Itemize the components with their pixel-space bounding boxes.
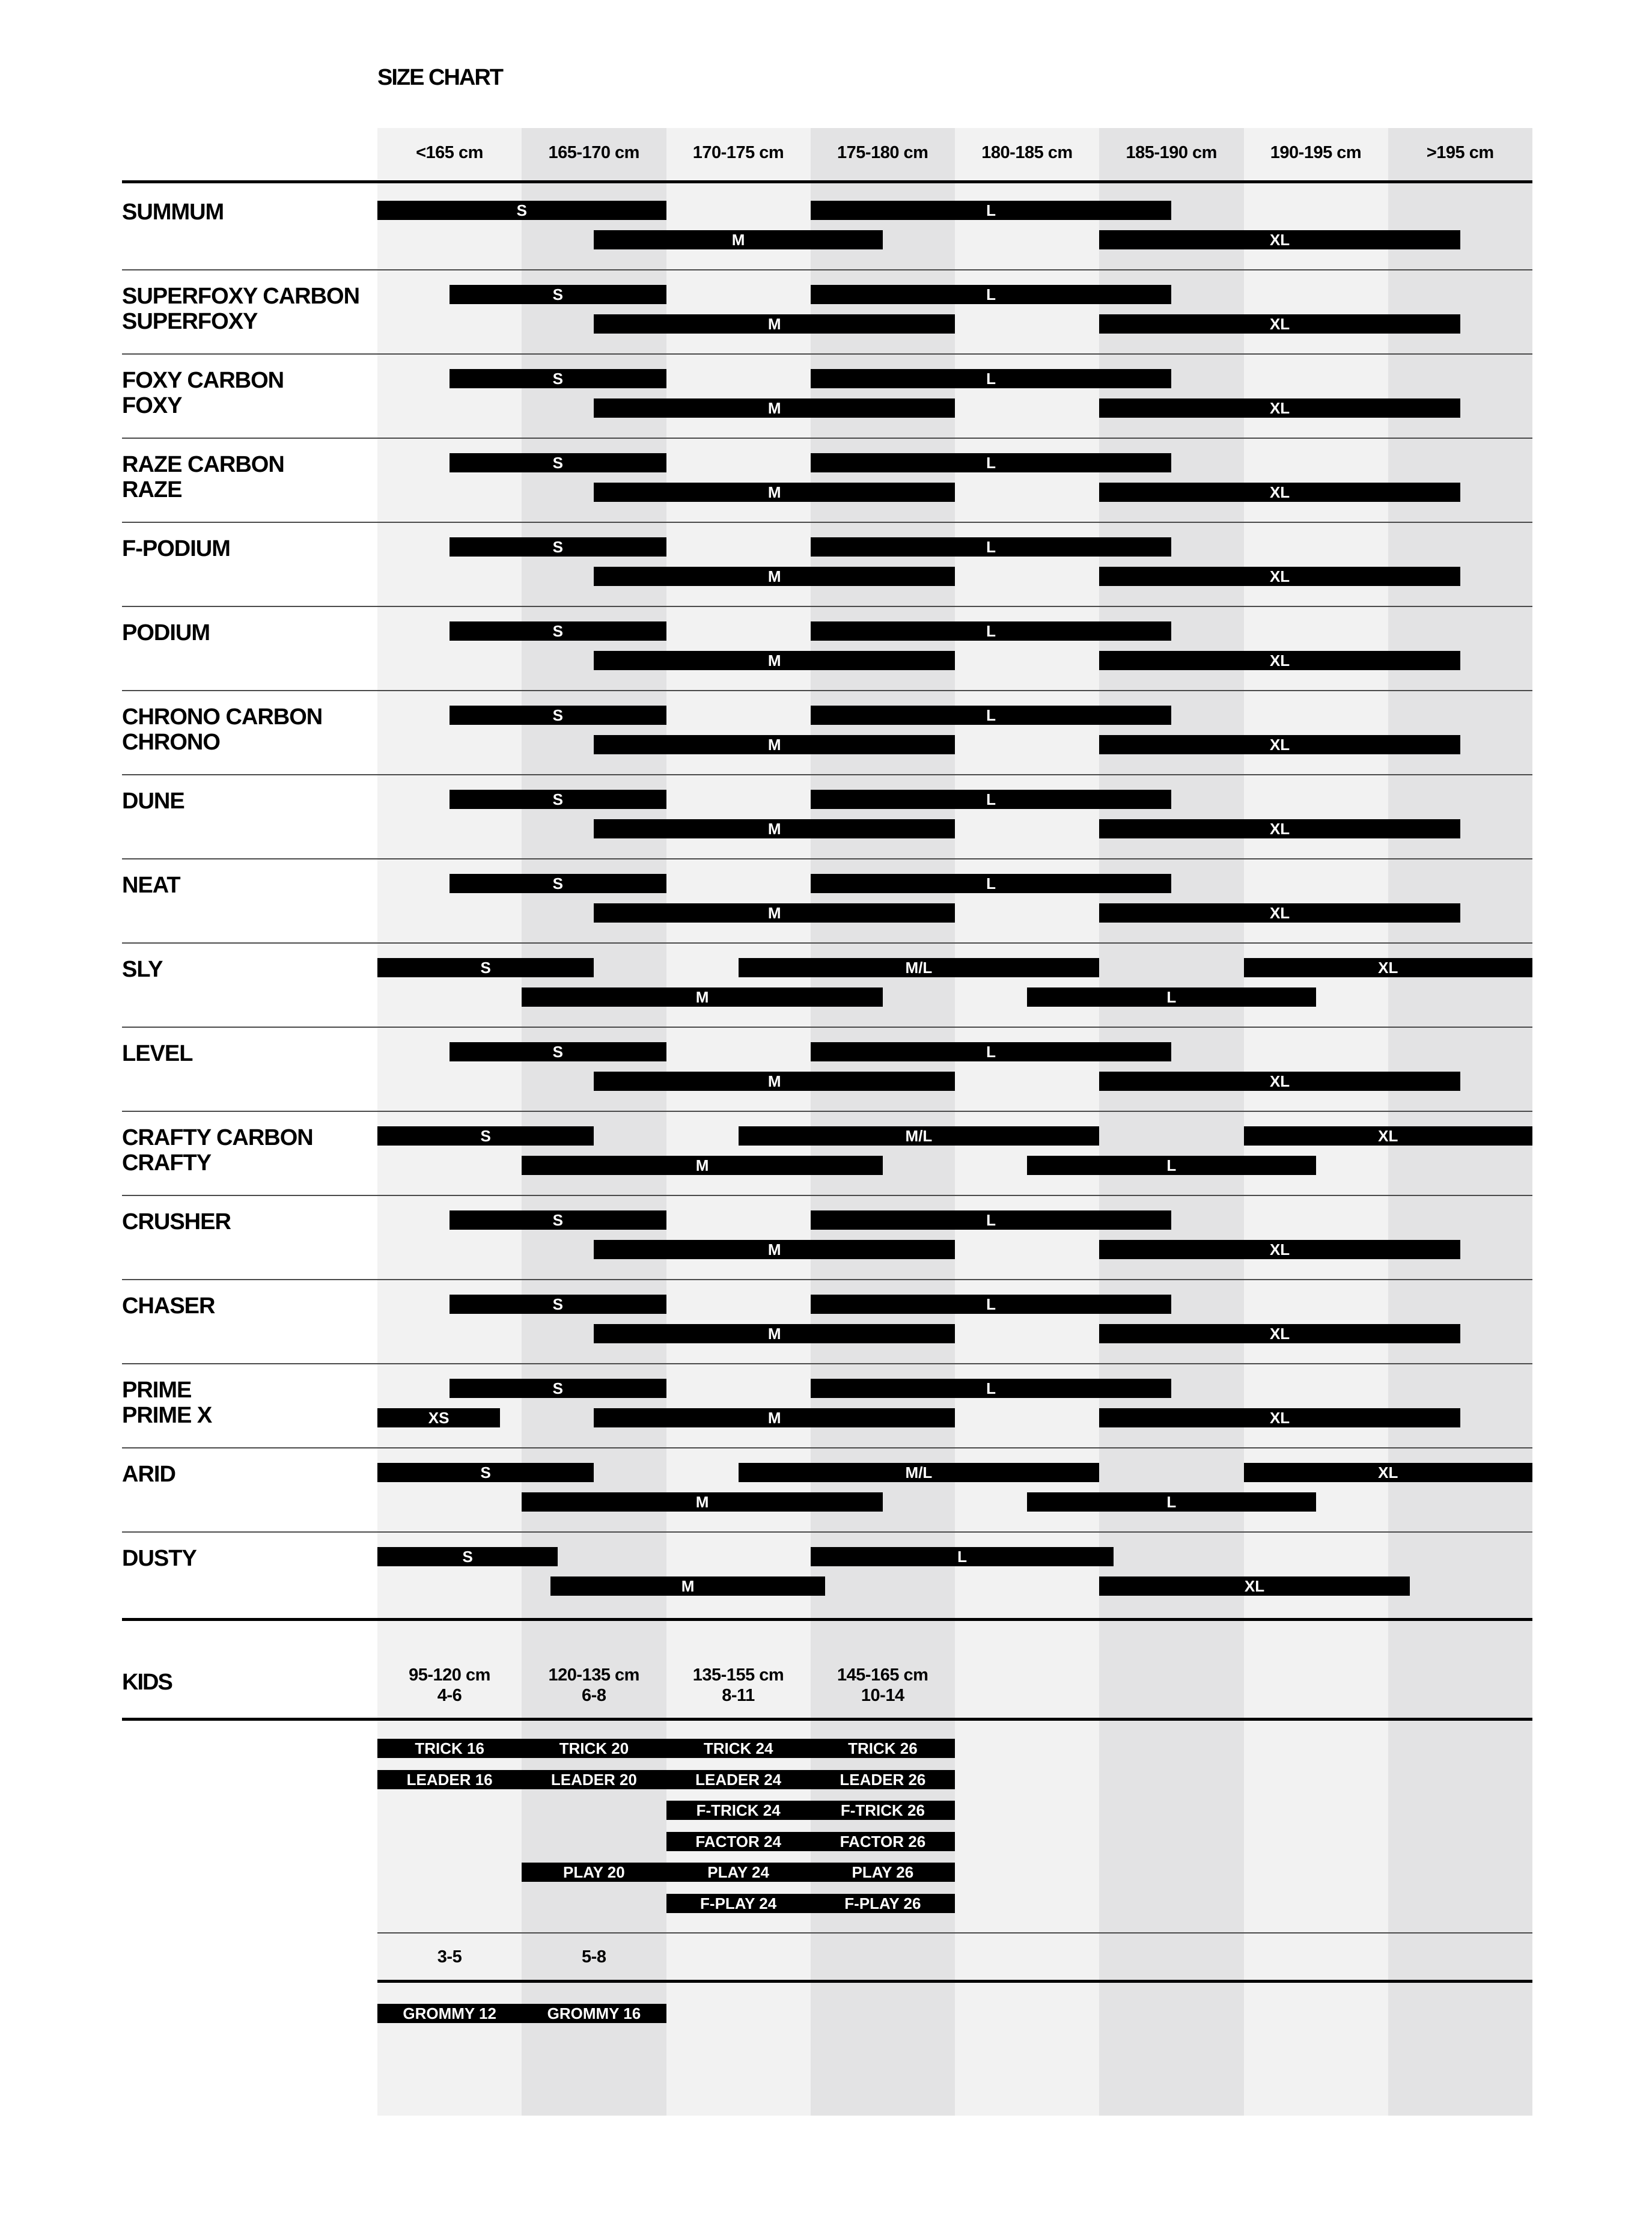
model-name: CHRONO <box>122 730 220 755</box>
adult-table-end <box>122 1618 1532 1621</box>
size-bar: M <box>594 1240 955 1259</box>
size-bar: M <box>522 987 883 1007</box>
size-bar: S <box>450 1379 666 1398</box>
model-name: FOXY CARBON <box>122 368 284 393</box>
size-bar: M <box>594 651 955 670</box>
size-bar: XL <box>1099 567 1460 586</box>
size-bar: XL <box>1099 314 1460 334</box>
size-bar: S <box>450 1042 666 1061</box>
size-bar: M/L <box>739 1463 1100 1482</box>
size-bar: M <box>522 1492 883 1512</box>
size-bar: M <box>594 1324 955 1343</box>
size-bar: XL <box>1099 1576 1410 1596</box>
model-name: CRAFTY CARBON <box>122 1125 313 1150</box>
size-bar: XL <box>1099 1240 1460 1259</box>
kids-column-header <box>522 1665 666 1706</box>
header-divider <box>122 180 1532 183</box>
size-bar: XL <box>1099 483 1460 502</box>
model-name: CRUSHER <box>122 1209 231 1235</box>
grommy-bar: GROMMY 16 <box>522 2004 666 2023</box>
kids-model-bar: F-TRICK 24 <box>666 1801 811 1820</box>
height-column-header: <165 cm <box>416 143 483 162</box>
size-bar: M <box>594 483 955 502</box>
model-name: F-PODIUM <box>122 536 230 561</box>
size-bar: S <box>450 621 666 641</box>
kids-age: 6-8 <box>582 1686 606 1705</box>
row-divider <box>122 1447 1532 1448</box>
kids-model-bar: F-PLAY 24 <box>666 1894 811 1913</box>
model-name: DUSTY <box>122 1546 197 1571</box>
height-column-header: >195 cm <box>1426 143 1494 162</box>
size-bar: XL <box>1099 1324 1460 1343</box>
model-name: CRAFTY <box>122 1150 212 1176</box>
size-bar: L <box>811 1379 1172 1398</box>
height-column-header: 170-175 cm <box>692 143 784 162</box>
row-divider <box>122 1279 1532 1280</box>
size-bar: M/L <box>739 1126 1100 1146</box>
size-bar: M <box>594 567 955 586</box>
size-bar: XL <box>1099 735 1460 754</box>
model-name: CHRONO CARBON <box>122 704 323 730</box>
size-bar: M <box>594 1072 955 1091</box>
kids-model-bar: LEADER 24 <box>666 1770 811 1789</box>
size-bar: L <box>811 1547 1114 1566</box>
kids-model-bar: LEADER 26 <box>811 1770 955 1789</box>
size-bar: XL <box>1099 1408 1460 1427</box>
kids-height: 135-155 cm <box>692 1665 784 1685</box>
model-name: PRIME <box>122 1378 192 1403</box>
model-name: NEAT <box>122 873 180 898</box>
row-divider <box>122 438 1532 439</box>
kids-column-header <box>377 1665 522 1706</box>
size-bar: S <box>377 1126 594 1146</box>
model-name: RAZE CARBON <box>122 452 284 477</box>
size-bar: L <box>811 285 1172 304</box>
kids-age: 8-11 <box>722 1686 755 1705</box>
kids-age: 10-14 <box>861 1686 904 1705</box>
kids-model-bar: LEADER 20 <box>522 1770 666 1789</box>
size-bar: S <box>377 958 594 977</box>
row-divider <box>122 606 1532 607</box>
kids-model-bar: TRICK 20 <box>522 1739 666 1758</box>
size-bar: XL <box>1099 230 1460 249</box>
row-divider <box>122 1195 1532 1196</box>
size-bar: L <box>1027 987 1316 1007</box>
size-bar: S <box>450 369 666 388</box>
size-bar: L <box>811 201 1172 220</box>
row-divider <box>122 269 1532 270</box>
kids-model-bar: PLAY 24 <box>666 1863 811 1882</box>
model-name: PRIME X <box>122 1403 212 1428</box>
size-bar: L <box>811 621 1172 641</box>
kids-height: 120-135 cm <box>548 1665 639 1685</box>
grommy-divider <box>377 1980 1532 1983</box>
kids-column-header <box>666 1665 811 1706</box>
column-band <box>955 128 1099 2116</box>
size-bar: M <box>522 1156 883 1175</box>
height-column-header: 190-195 cm <box>1270 143 1362 162</box>
grommy-bar: GROMMY 12 <box>377 2004 522 2023</box>
size-bar: M <box>594 398 955 418</box>
model-name: CHASER <box>122 1293 215 1319</box>
size-bar: S <box>450 453 666 472</box>
age-column-header: 3-5 <box>437 1947 462 1967</box>
size-bar: XL <box>1099 819 1460 838</box>
size-bar: M <box>594 230 883 249</box>
size-bar: L <box>1027 1492 1316 1512</box>
model-name: SUMMUM <box>122 200 224 225</box>
kids-model-bar: LEADER 16 <box>377 1770 522 1789</box>
kids-model-bar: TRICK 24 <box>666 1739 811 1758</box>
size-bar: L <box>811 1042 1172 1061</box>
kids-model-bar: TRICK 26 <box>811 1739 955 1758</box>
size-bar: XL <box>1244 1126 1533 1146</box>
size-bar: S <box>377 201 666 220</box>
height-column-header: 165-170 cm <box>548 143 639 162</box>
size-bar: XL <box>1099 903 1460 923</box>
model-name: SUPERFOXY <box>122 309 258 334</box>
kids-model-bar: PLAY 20 <box>522 1863 666 1882</box>
height-column-header: 175-180 cm <box>837 143 928 162</box>
size-bar: S <box>377 1547 558 1566</box>
size-bar: L <box>811 706 1172 725</box>
size-bar: M <box>550 1576 824 1596</box>
size-bar: XL <box>1099 1072 1460 1091</box>
kids-height: 145-165 cm <box>837 1665 928 1685</box>
size-bar: M <box>594 1408 955 1427</box>
size-bar: S <box>450 285 666 304</box>
size-bar: XL <box>1099 651 1460 670</box>
age-column-header: 5-8 <box>582 1947 606 1967</box>
size-bar: XL <box>1099 398 1460 418</box>
size-bar: S <box>450 1210 666 1230</box>
size-bar: M <box>594 903 955 923</box>
kids-model-bar: FACTOR 24 <box>666 1832 811 1851</box>
size-bar: L <box>811 1210 1172 1230</box>
kids-model-bar: F-TRICK 26 <box>811 1801 955 1820</box>
column-band <box>377 128 522 2116</box>
kids-model-bar: TRICK 16 <box>377 1739 522 1758</box>
height-column-header: 185-190 cm <box>1126 143 1217 162</box>
kids-height: 95-120 cm <box>409 1665 490 1685</box>
row-divider <box>122 858 1532 859</box>
model-name: ARID <box>122 1462 175 1487</box>
model-name: LEVEL <box>122 1041 193 1066</box>
page-title: SIZE CHART <box>377 65 502 90</box>
size-bar: M <box>594 314 955 334</box>
size-bar: M <box>594 819 955 838</box>
model-name: SLY <box>122 957 163 982</box>
size-bar: S <box>450 790 666 809</box>
size-bar: L <box>811 369 1172 388</box>
model-name: DUNE <box>122 789 184 814</box>
row-divider <box>122 1531 1532 1533</box>
size-bar: S <box>450 706 666 725</box>
row-divider <box>122 774 1532 775</box>
size-bar: S <box>377 1463 594 1482</box>
kids-header-divider <box>122 1718 1532 1721</box>
row-divider <box>122 1027 1532 1028</box>
row-divider <box>122 353 1532 355</box>
row-divider <box>122 522 1532 523</box>
model-name: PODIUM <box>122 620 210 646</box>
row-divider <box>122 1111 1532 1112</box>
kids-model-bar: F-PLAY 26 <box>811 1894 955 1913</box>
kids-divider <box>377 1932 1532 1934</box>
column-band <box>1099 128 1243 2116</box>
size-bar: M <box>594 735 955 754</box>
size-bar: M/L <box>739 958 1100 977</box>
size-bar: L <box>811 1295 1172 1314</box>
size-bar: S <box>450 1295 666 1314</box>
model-name: RAZE <box>122 477 182 502</box>
kids-column-header <box>811 1665 955 1706</box>
kids-model-bar: FACTOR 26 <box>811 1832 955 1851</box>
kids-age: 4-6 <box>437 1686 462 1705</box>
column-band <box>1388 128 1532 2116</box>
row-divider <box>122 690 1532 691</box>
size-bar: L <box>811 790 1172 809</box>
size-bar: XL <box>1244 1463 1533 1482</box>
size-bar: L <box>1027 1156 1316 1175</box>
row-divider <box>122 1363 1532 1364</box>
height-column-header: 180-185 cm <box>981 143 1073 162</box>
column-band <box>1244 128 1388 2116</box>
size-bar: S <box>450 537 666 557</box>
kids-model-bar: PLAY 26 <box>811 1863 955 1882</box>
size-bar: L <box>811 537 1172 557</box>
column-band <box>522 128 666 2116</box>
row-divider <box>122 942 1532 944</box>
kids-title: KIDS <box>122 1670 172 1695</box>
model-name: FOXY <box>122 393 182 418</box>
size-bar: XS <box>377 1408 500 1427</box>
size-bar: L <box>811 874 1172 893</box>
size-bar: S <box>450 874 666 893</box>
size-bar: L <box>811 453 1172 472</box>
size-bar: XL <box>1244 958 1533 977</box>
model-name: SUPERFOXY CARBON <box>122 284 360 309</box>
